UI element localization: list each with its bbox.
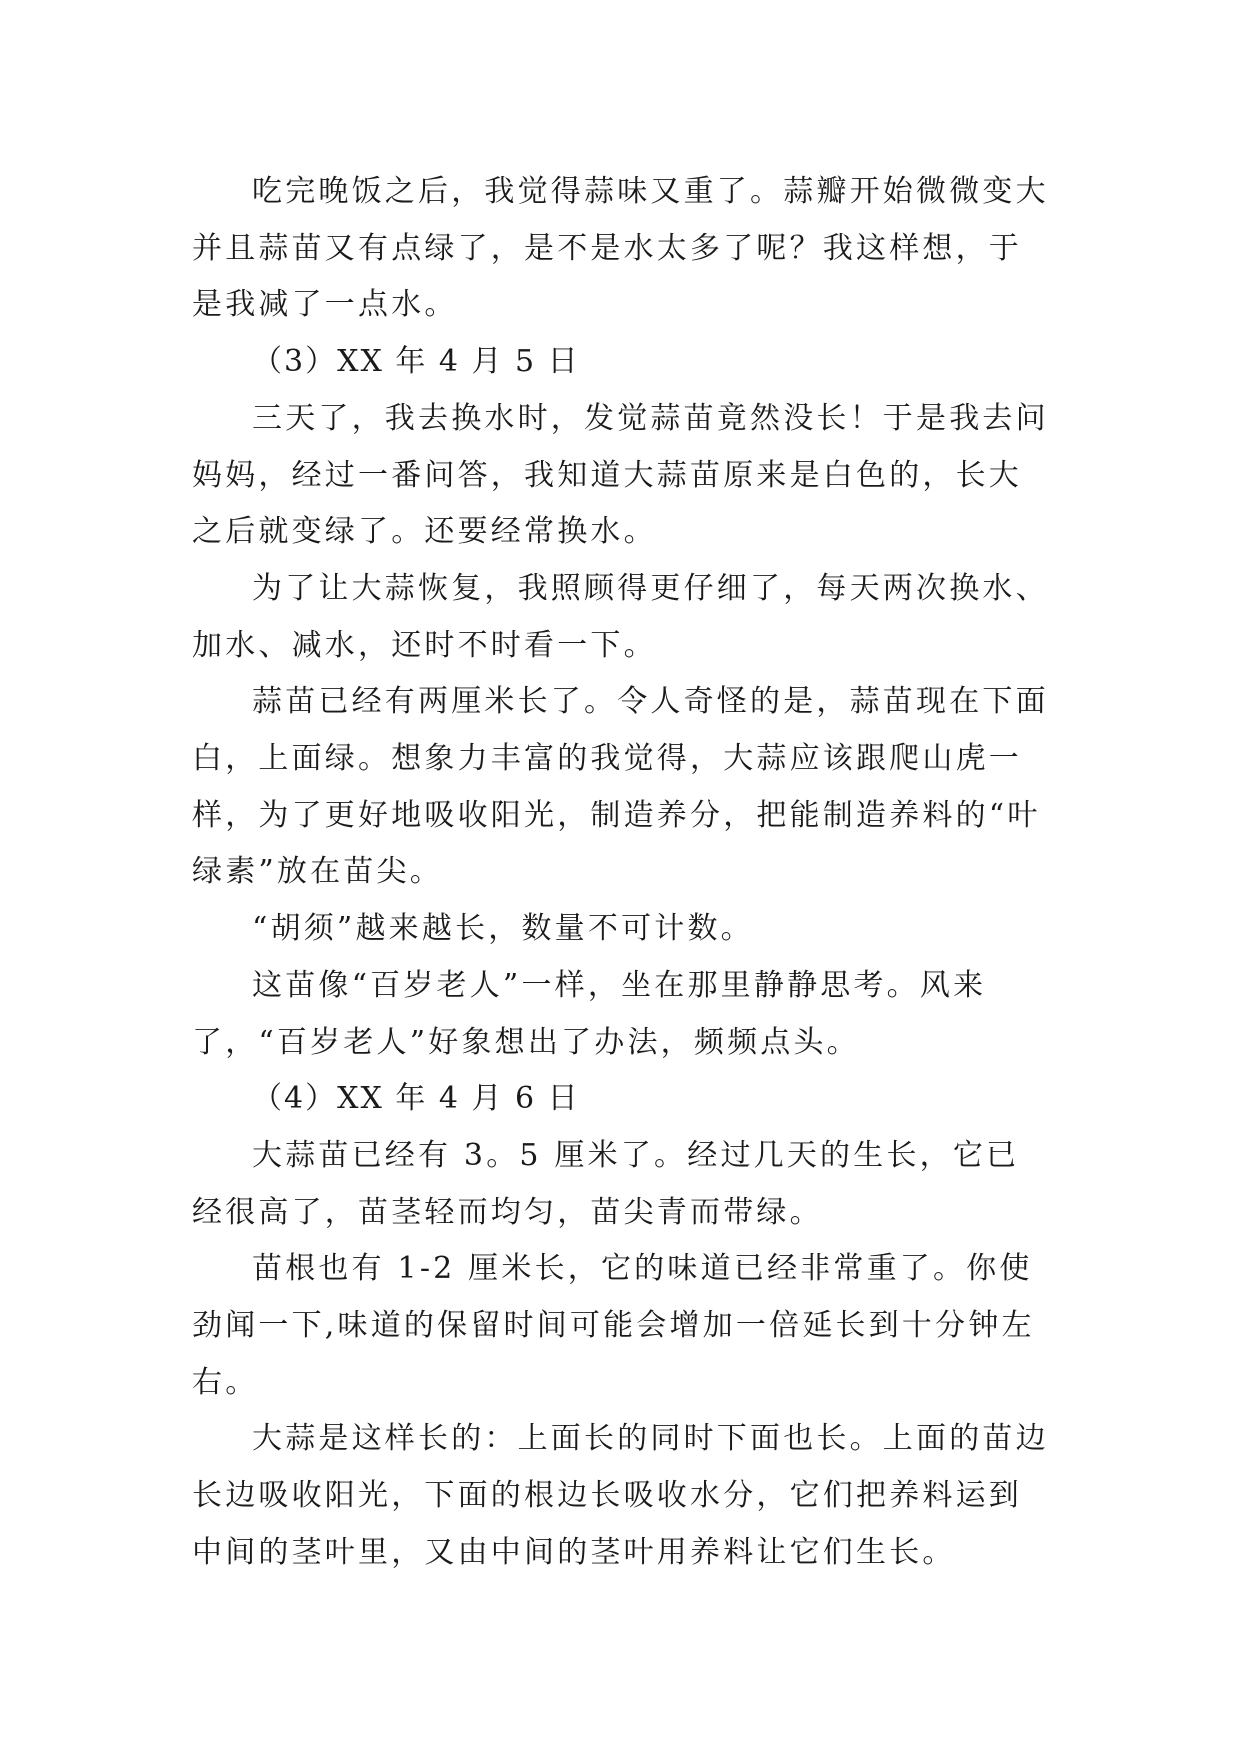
paragraph: 蒜苗已经有两厘米长了。令人奇怪的是，蒜苗现在下面白，上面绿。想象力丰富的我觉得，大蒜应该跟爬山虎一样，为了更好地吸收阳光，制造养分，把能制造养料的“叶绿素”放在苗尖。	[192, 684, 1049, 890]
document-body	[192, 164, 1052, 1582]
paragraph: 为了让大蒜恢复，我照顾得更仔细了，每天两次换水、加水、减水，还时不时看一下。	[192, 570, 1049, 663]
date-heading: （3）XX 年 4 月 5 日	[252, 344, 580, 380]
paragraph: “胡须”越来越长，数量不可计数。	[252, 911, 754, 947]
paragraph: 大蒜苗已经有 3。5 厘米了。经过几天的生长，它已经很高了，苗茎轻而均匀，苗尖青而带绿。	[192, 1137, 1020, 1230]
paragraph: 这苗像“百岁老人”一样，坐在那里静静思考。风来了，“百岁老人”好象想出了办法，频频点头。	[192, 967, 987, 1060]
paragraph: 大蒜是这样长的：上面长的同时下面也长。上面的苗边长边吸收阳光，下面的根边长吸收水分，它们把养料运到中间的茎叶里，又由中间的茎叶用养料让它们生长。	[192, 1421, 1049, 1570]
paragraph: 吃完晚饭之后，我觉得蒜味又重了。蒜瓣开始微微变大并且蒜苗又有点绿了，是不是水太多了呢？我这样想，于是我减了一点水。	[192, 174, 1049, 323]
paragraph: 三天了，我去换水时，发觉蒜苗竟然没长！于是我去问妈妈，经过一番问答，我知道大蒜苗原来是白色的，长大之后就变绿了。还要经常换水。	[192, 400, 1049, 550]
date-heading: （4）XX 年 4 月 6 日	[252, 1081, 580, 1117]
paragraph: 苗根也有 1-2 厘米长，它的味道已经非常重了。你使劲闻一下,味道的保留时间可能会增加一倍延长到十分钟左右。	[192, 1251, 1035, 1400]
